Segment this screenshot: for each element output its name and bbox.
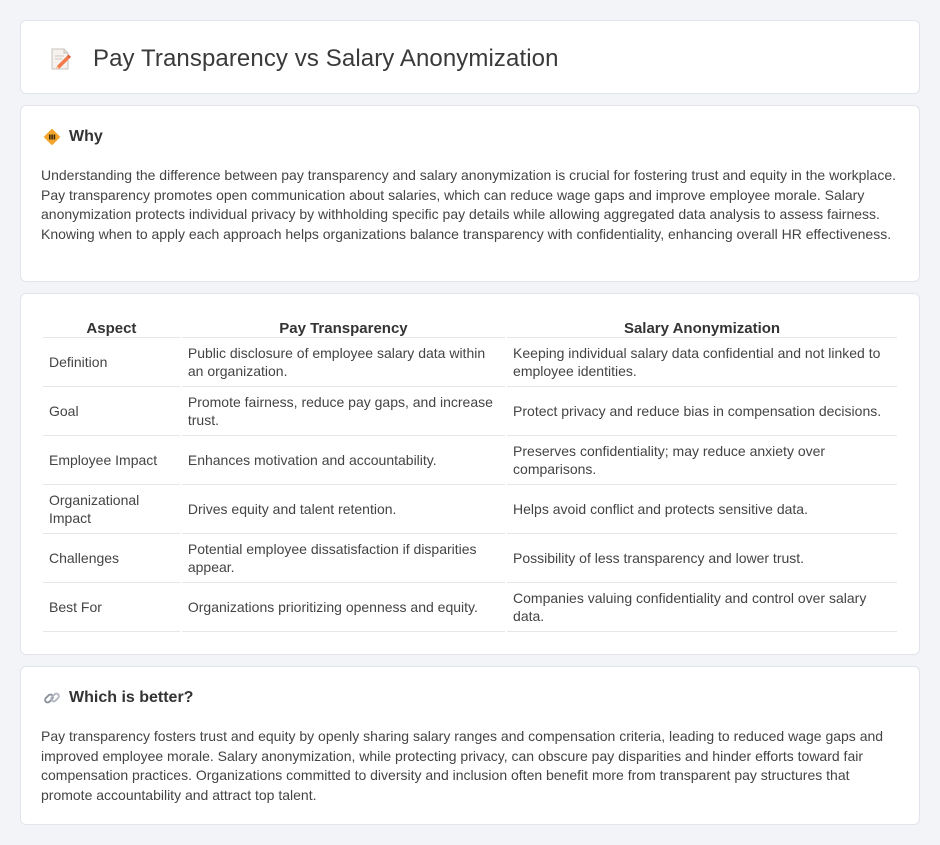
table-row xyxy=(43,534,897,583)
better-heading xyxy=(43,689,193,707)
header-pay-transparency: Pay Transparency xyxy=(182,316,505,338)
cell-salary-anonymization: Keeping individual salary data confidential and not linked to employee identities. xyxy=(507,338,897,387)
table-row xyxy=(43,436,897,485)
comparison-card xyxy=(20,293,920,655)
table-row xyxy=(43,338,897,387)
table-header-row xyxy=(43,316,897,338)
cell-aspect: Best For xyxy=(43,583,180,632)
cell-pay-transparency: Organizations prioritizing openness and equity. xyxy=(182,583,505,632)
why-card xyxy=(20,105,920,282)
diamond-sign-icon xyxy=(43,128,61,146)
cell-aspect: Definition xyxy=(43,338,180,387)
cell-salary-anonymization: Preserves confidentiality; may reduce anxiety over comparisons. xyxy=(507,436,897,485)
table-row xyxy=(43,387,897,436)
cell-pay-transparency: Promote fairness, reduce pay gaps, and increase trust. xyxy=(182,387,505,436)
header-card xyxy=(20,20,920,94)
better-text: Pay transparency fosters trust and equity by openly sharing salary ranges and compensation criteria, leading to reduced wage gaps and improved employee morale. Salary anonymization, while protecting privacy, can obscure pay disparities and hinder efforts toward fair compensation practices. Organizations committed to diversity and inclusion often benefit more from transparent pay structures that promote accountability and attract top talent. xyxy=(41,728,884,803)
cell-aspect: Organizational Impact xyxy=(43,485,180,534)
cell-pay-transparency: Potential employee dissatisfaction if disparities appear. xyxy=(182,534,505,583)
cell-salary-anonymization: Companies valuing confidentiality and control over salary data. xyxy=(507,583,897,632)
table-row xyxy=(43,583,897,632)
link-icon xyxy=(43,689,61,707)
comparison-table xyxy=(41,316,899,632)
title-row xyxy=(47,45,559,73)
header-aspect: Aspect xyxy=(43,316,180,338)
table-row xyxy=(43,485,897,534)
why-heading xyxy=(43,128,103,146)
document-pencil-icon xyxy=(47,46,73,72)
cell-aspect: Challenges xyxy=(43,534,180,583)
cell-pay-transparency: Drives equity and talent retention. xyxy=(182,485,505,534)
cell-salary-anonymization: Protect privacy and reduce bias in compensation decisions. xyxy=(507,387,897,436)
cell-pay-transparency: Enhances motivation and accountability. xyxy=(182,436,505,485)
page-title: Pay Transparency vs Salary Anonymization xyxy=(93,45,559,72)
cell-salary-anonymization: Possibility of less transparency and lower trust. xyxy=(507,534,897,583)
header-salary-anonymization: Salary Anonymization xyxy=(507,316,897,338)
better-title: Which is better? xyxy=(69,689,194,706)
why-text: Understanding the difference between pay transparency and salary anonymization is crucial for fostering trust and equity in the workplace. Pay transparency promotes open communication about salaries, which can reduce wage gaps and improve employee morale. Salary anonymization protects individual privacy by withholding specific pay details while allowing aggregated data analysis to assess fairness. Knowing when to apply each approach helps organizations balance transparency with confidentiality, enhancing overall HR effectiveness. xyxy=(41,167,896,242)
why-title: Why xyxy=(69,128,103,145)
cell-pay-transparency: Public disclosure of employee salary data within an organization. xyxy=(182,338,505,387)
which-is-better-card xyxy=(20,666,920,825)
cell-salary-anonymization: Helps avoid conflict and protects sensitive data. xyxy=(507,485,897,534)
cell-aspect: Goal xyxy=(43,387,180,436)
cell-aspect: Employee Impact xyxy=(43,436,180,485)
